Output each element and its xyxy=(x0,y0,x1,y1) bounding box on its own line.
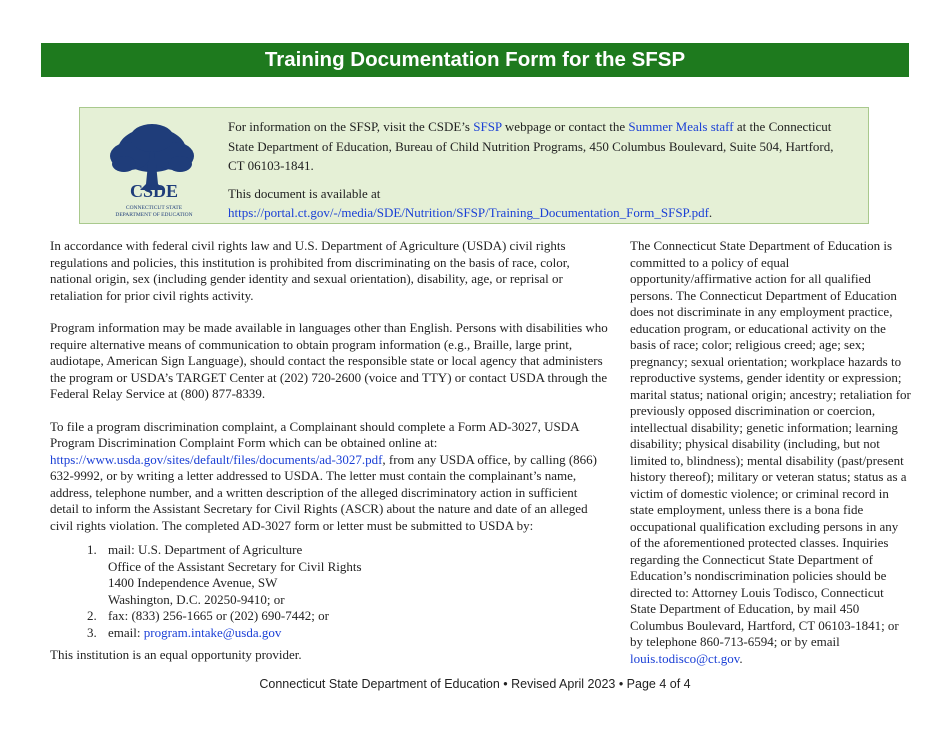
logo-line-2: DEPARTMENT OF EDUCATION xyxy=(115,212,193,218)
list-item-email: 3. email: program.intake@usda.gov xyxy=(100,625,608,642)
usda-email-link[interactable]: program.intake@usda.gov xyxy=(143,624,282,640)
csde-logo xyxy=(96,120,208,218)
logo-wordmark: CSDE xyxy=(129,181,179,201)
page-footer: Connecticut State Department of Education • Revised April 2023 • Page 4 of 4 xyxy=(259,677,691,691)
csde-nondiscrimination-statement: The Connecticut State Department of Education is committed to a policy of equal opportunity/affirmative action for all qualified persons. The Connecticut Department of Education does not discriminate in any employment practice, education program, or educational activity on the basis of race; color; religious creed; age; sex; pregnancy; sexual orientation; workplace hazards to reproductive systems, gender identity or expression; marital status; national origin; ancestry; retaliation for previously opposed discrimination or coercion, intellectual disability; genetic information; learning disability; physical disability (including, but not limited to, blindness); mental disability (past/present history thereof); military or veteran status; status as a victim of domestic violence; or criminal record in state employment, unless there is a bona fide occupational qualification excluding persons in any of the aforementioned protected classes. Inquiries regarding the Connecticut State Department of Education’s nondiscrimination policies should be directed to: Attorney Louis Todisco, Connecticut State Department of Education, by mail 450 Columbus Boulevard, Hartford, CT 06103-1841; or by telephone 860-713-6594; or by email louis.todisco@ct.gov. xyxy=(630,238,911,666)
sfsp-link[interactable]: SFSP xyxy=(473,119,502,134)
info-paragraph-2: This document is available at https://portal.ct.gov/-/media/SDE/Nutrition/SFSP/Training_Documentation_Form_SFSP.pdf. xyxy=(228,185,713,220)
summer-meals-staff-link[interactable]: Summer Meals staff xyxy=(628,119,734,134)
equal-opportunity-statement: This institution is an equal opportunity provider. xyxy=(50,647,302,662)
complaint-paragraph: To file a program discrimination complaint, a Complainant should complete a Form AD-3027, USDA Program Discrimination Complaint Form which can be obtained online at: https://www.usda.gov/sites/default/files/documents/ad-3027.pdf, from any USDA office, by calling (866) 632-9992, or by writing a letter addressed to USDA. The letter must contain the complainant’s name, address, telephone number, and a written description of the alleged discriminatory action in sufficient detail to inform the Assistant Secretary for Civil Rights (ASCR) about the nature and date of an alleged civil rights violation. The completed AD-3027 form or letter must be submitted to USDA by: xyxy=(50,418,597,533)
info-paragraph-1: For information on the SFSP, visit the CSDE’s SFSP webpage or contact the Summer Meals staff at the Connecticut State Department of Education, Bureau of Child Nutrition Programs, 450 Columbus Boulevard, Suite 504, Hartford, CT 06103-1841. xyxy=(228,119,834,173)
ad-3027-link[interactable]: https://www.usda.gov/sites/default/files/documents/ad-3027.pdf xyxy=(50,451,383,467)
usda-nondiscrimination-statement xyxy=(50,238,608,641)
civil-rights-paragraph: In accordance with federal civil rights law and U.S. Department of Agriculture (USDA) civil rights regulations and policies, this institution is prohibited from discriminating on the basis of race, color, national origin, sex (including gender identity and sexual orientation), disability, age, or reprisal or retaliation for prior civil rights activity. xyxy=(50,238,570,303)
document-url-link[interactable]: https://portal.ct.gov/-/media/SDE/Nutrition/SFSP/Training_Documentation_Form_SFSP.pdf xyxy=(228,205,709,220)
info-box xyxy=(79,107,869,224)
language-access-paragraph: Program information may be made available in languages other than English. Persons with disabilities who require alternative means of communication to obtain program information (e.g., Braille, large print, audiotape, American Sign Language), should contact the responsible state or local agency that administers the program or USDA’s TARGET Center at (202) 720-2600 (voice and TTY) or contact USDA through the Federal Relay Service at (800) 877-8339. xyxy=(50,320,608,401)
todisco-email-link[interactable]: louis.todisco@ct.gov xyxy=(630,650,740,666)
logo-line-1: CONNECTICUT STATE xyxy=(125,205,183,211)
submission-methods-list xyxy=(50,542,608,641)
page-title: Training Documentation Form for the SFSP xyxy=(41,43,909,77)
info-text xyxy=(228,117,838,223)
list-item-fax: 2. fax: (833) 256-1665 or (202) 690-7442; or xyxy=(100,608,608,625)
list-item-mail: 1. mail: U.S. Department of Agriculture Office of the Assistant Secretary for Civil Rights 1400 Independence Avenue, SW Washington, D.C. 20250-9410; or xyxy=(100,542,608,608)
